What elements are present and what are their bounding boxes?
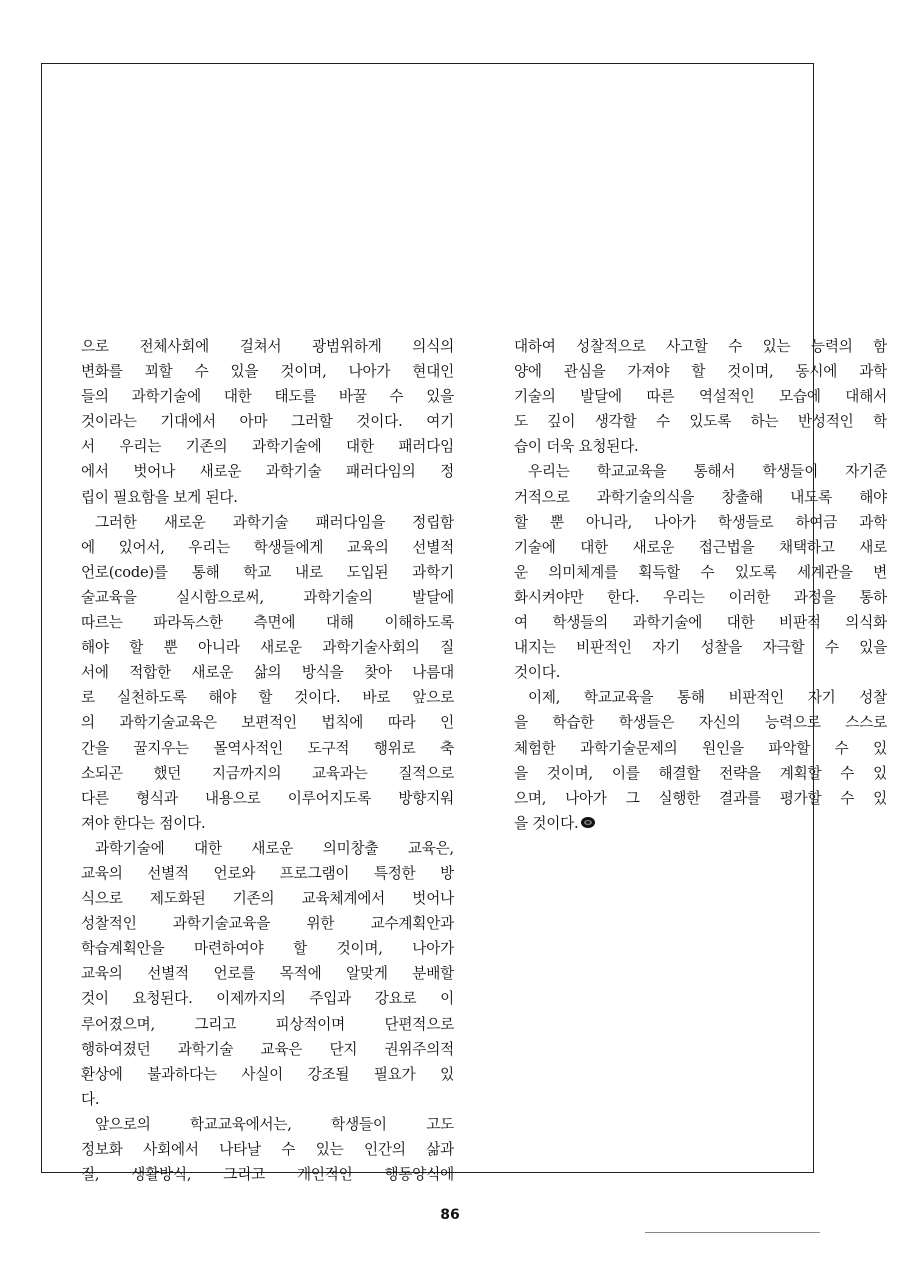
text-line: 것이라는 기대에서 아마 그러할 것이다. 여기 xyxy=(81,413,454,431)
text-line-final xyxy=(514,811,887,836)
text-line: 할 뿐 아니라, 나아가 학생들로 하여금 과학 xyxy=(514,513,887,531)
text-line: 교육의 선별적 언로와 프로그램이 특정한 방 xyxy=(81,864,454,882)
text-line: 질, 생활방식, 그리고 개인적인 행동양식에 xyxy=(81,1166,454,1184)
text-line: 도 깊이 생각할 수 있도록 하는 반성적인 학 xyxy=(514,413,887,431)
text-line: 에서 벗어나 새로운 과학기술 패러다임의 정 xyxy=(81,463,454,481)
text-line: 양에 관심을 가져야 할 것이며, 동시에 과학 xyxy=(514,363,887,381)
left-column xyxy=(81,334,454,1187)
text-line: 행하여졌던 과학기술 교육은 단지 권위주의적 xyxy=(81,1040,454,1058)
text-line: 체험한 과학기술문제의 원인을 파악할 수 있 xyxy=(514,739,887,757)
text-line: 간을 꿀지우는 몰역사적인 도구적 행위로 축 xyxy=(81,739,454,757)
text-line: 과학기술에 대한 새로운 의미창출 교육은, xyxy=(95,839,454,857)
text-line: 다. xyxy=(81,1090,100,1108)
text-line: 으며, 나아가 그 실행한 결과를 평가할 수 있 xyxy=(514,789,887,807)
text-line: 식으로 제도화된 기존의 교육체계에서 벗어나 xyxy=(81,890,454,908)
text-line: 소되곤 했던 지금까지의 교육과는 질적으로 xyxy=(81,764,454,782)
text-line: 서 우리는 기존의 과학기술에 대한 패러다임 xyxy=(81,438,454,456)
text-line: 교육의 선별적 언로를 목적에 알맞게 분배할 xyxy=(81,965,454,983)
text-line: 앞으로의 학교교육에서는, 학생들이 고도 xyxy=(95,1115,454,1133)
text-line: 이제, 학교교육을 통해 비판적인 자기 성찰 xyxy=(528,689,887,707)
text-line: 서에 적합한 새로운 삶의 방식을 찾아 나름대 xyxy=(81,664,454,682)
end-of-article-icon xyxy=(580,816,596,829)
text-line: 화시켜야만 한다. 우리는 이러한 과정을 통하 xyxy=(514,588,887,606)
text-line: 들의 과학기술에 대한 태도를 바꿀 수 있을 xyxy=(81,388,454,406)
text-line: 루어졌으며, 그리고 피상적이며 단편적으로 xyxy=(81,1015,454,1033)
text-line: 으로 전체사회에 걸쳐서 광범위하게 의식의 xyxy=(81,338,454,355)
text-line: 습이 더욱 요청된다. xyxy=(514,438,639,456)
text-line: 환상에 불과하다는 사실이 강조될 필요가 있 xyxy=(81,1065,454,1083)
text-line: 정보화 사회에서 나타날 수 있는 인간의 삶과 xyxy=(81,1141,454,1158)
text-line: 술교육을 실시함으로써, 과학기술의 발달에 xyxy=(81,588,454,606)
text-line: 여 학생들의 과학기술에 대한 비판적 의식화 xyxy=(514,614,887,632)
text-line: 우리는 학교교육을 통해서 학생들이 자기준 xyxy=(528,463,887,481)
text-line: 로 실천하도록 해야 할 것이다. 바로 앞으로 xyxy=(81,689,454,707)
text-line: 따르는 파라독스한 측면에 대해 이해하도록 xyxy=(81,614,454,632)
text-line: 변화를 꾀할 수 있을 것이며, 나아가 현대인 xyxy=(81,363,454,381)
final-text: 을 것이다. xyxy=(514,814,579,832)
text-line: 의 과학기술교육은 보편적인 법칙에 따라 인 xyxy=(81,714,454,732)
text-line: 다른 형식과 내용으로 이루어지도록 방향지워 xyxy=(81,789,454,807)
footer-rule xyxy=(645,1232,820,1233)
text-line: 언로(code)를 통해 학교 내로 도입된 과학기 xyxy=(81,563,454,581)
text-line: 대하여 성찰적으로 사고할 수 있는 능력의 함 xyxy=(514,338,887,355)
text-line: 져야 한다는 점이다. xyxy=(81,814,206,832)
text-line: 운 의미체계를 획득할 수 있도록 세계관을 변 xyxy=(514,563,887,581)
text-line: 기술의 발달에 따른 역설적인 모습에 대해서 xyxy=(514,388,887,406)
text-line: 을 것이며, 이를 해결할 전략을 계획할 수 있 xyxy=(514,764,887,782)
right-column xyxy=(514,334,887,836)
text-line: 내지는 비판적인 자기 성찰을 자극할 수 있을 xyxy=(514,639,887,657)
text-line: 에 있어서, 우리는 학생들에게 교육의 선별적 xyxy=(81,538,454,556)
text-line: 립이 필요함을 보게 된다. xyxy=(81,488,238,506)
page-frame xyxy=(41,63,887,1184)
text-line: 거적으로 과학기술의식을 창출해 내도록 해야 xyxy=(514,488,887,506)
text-line: 그러한 새로운 과학기술 패러다임을 정립함 xyxy=(95,513,454,531)
page-number: 86 xyxy=(440,1207,460,1223)
text-line: 것이 요청된다. 이제까지의 주입과 강요로 이 xyxy=(81,990,454,1008)
text-line: 성찰적인 과학기술교육을 위한 교수계획안과 xyxy=(81,915,454,933)
text-line: 학습계획안을 마련하여야 할 것이며, 나아가 xyxy=(81,940,454,958)
text-line: 해야 할 뿐 아니라 새로운 과학기술사회의 질 xyxy=(81,639,454,657)
text-line: 을 학습한 학생들은 자신의 능력으로 스스로 xyxy=(514,714,887,732)
text-line: 것이다. xyxy=(514,664,561,682)
text-line: 기술에 대한 새로운 접근법을 채택하고 새로 xyxy=(514,538,887,556)
